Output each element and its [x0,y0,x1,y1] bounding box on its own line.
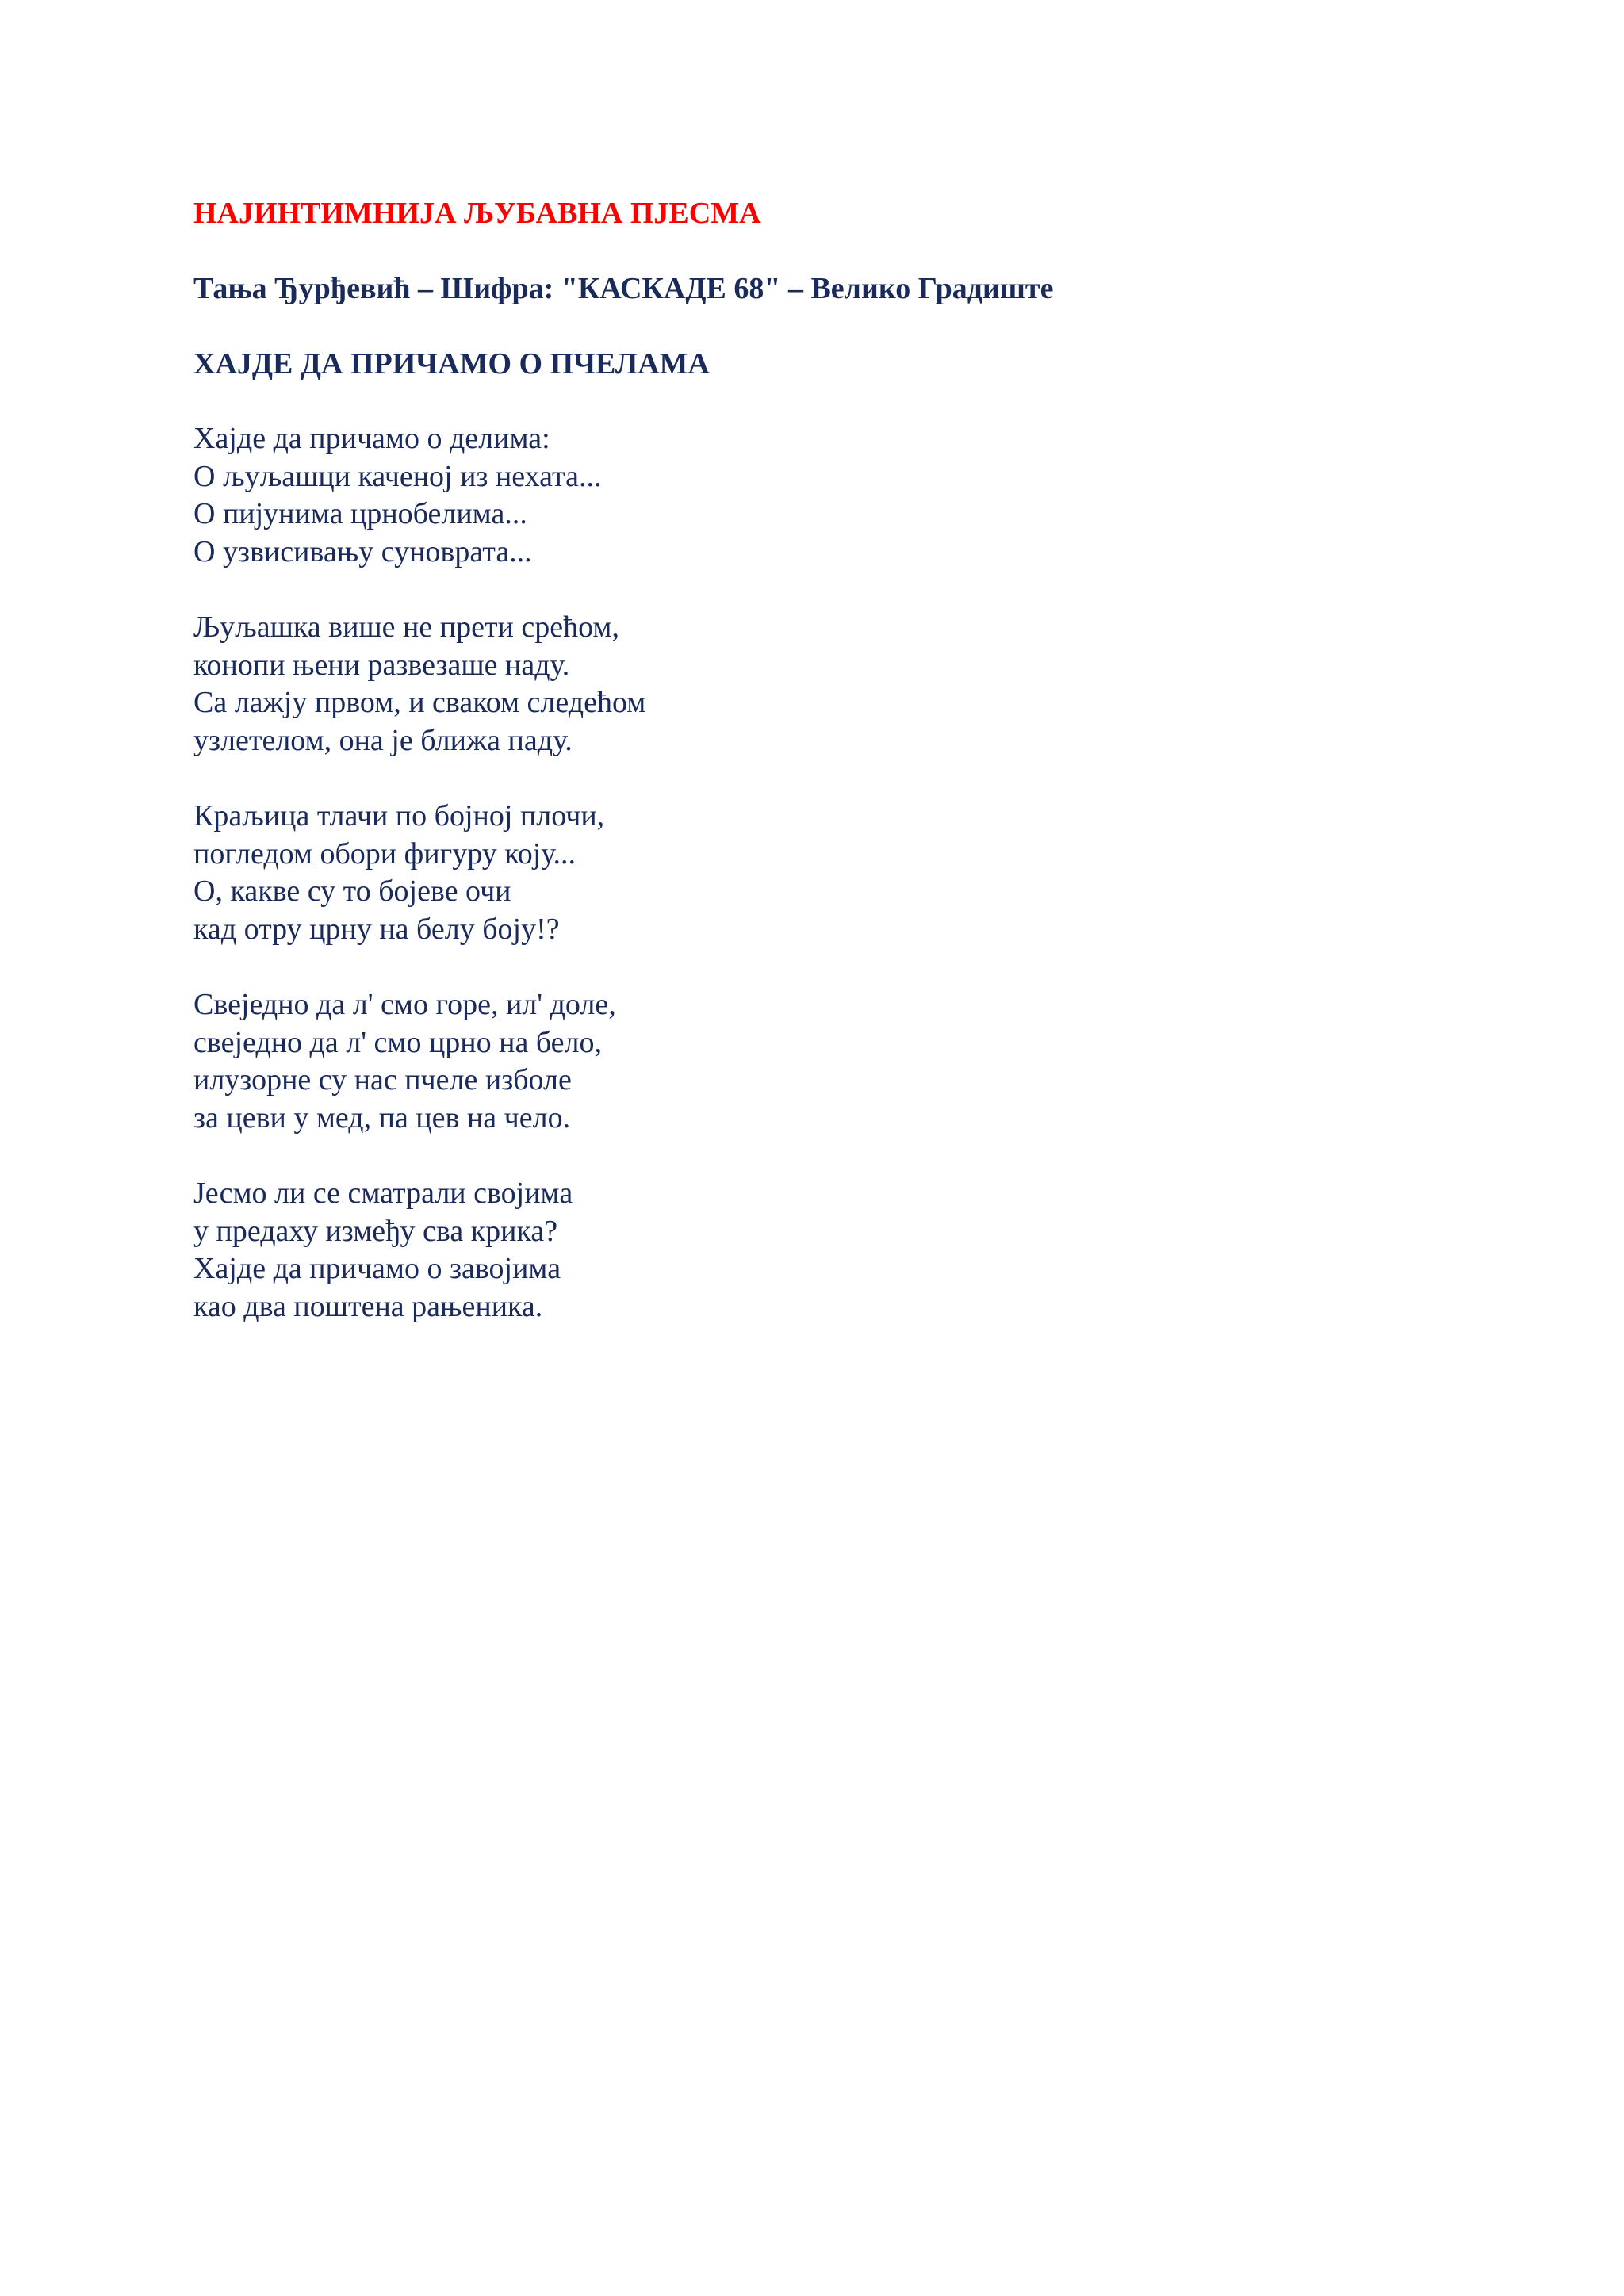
poem-line: илузорне су нас пчеле изболе [193,1063,572,1096]
poem-line: узлетелом, она је ближа паду. [193,723,573,757]
poem-line: кад отру црну на белу боју!? [193,912,560,946]
poem-line: Јесмо ли се сматрали својима [193,1177,573,1210]
author-line: Тања Ђурђевић – Шифра: "КАСКАДЕ 68" – Велико Градиште [193,272,1054,305]
poem-line: О, какве су то бојеве очи [193,874,511,908]
contest-title: НАЈИНТИМНИЈА ЉУБАВНА ПЈЕСМА [193,197,761,230]
stanza [193,1175,1542,1326]
poem-line: свеједно да л' смо црно на бело, [193,1025,603,1059]
poem-line: О узвисивању суноврата... [193,534,532,568]
poem-line: у предаху између сва крика? [193,1214,558,1248]
poem-line: погледом обори фигуру коју... [193,836,576,871]
poem-body [193,420,1542,1326]
poem-title: ХАЈДЕ ДА ПРИЧАМО О ПЧЕЛАМА [193,347,710,381]
poem-line: као два поштена рањеника. [193,1289,543,1323]
stanza [193,986,1542,1137]
poem-line: О пијунима црнобелима... [193,497,527,530]
poem-line: Са лажју првом, и сваком следећом [193,686,646,719]
stanza [193,420,1542,571]
poem-line: конопи њени развезаше наду. [193,648,570,682]
document-content [193,195,1542,1326]
stanza [193,798,1542,948]
poem-line: Свеједно да л' смо горе, ил' доле, [193,988,616,1021]
poem-line: Љуљашка више не прети срећом, [193,610,619,644]
poem-line: Хајде да причамо о делима: [193,422,550,455]
stanza [193,609,1542,760]
poem-line: Краљица тлачи по бојној плочи, [193,799,605,832]
poem-line: Хајде да причамо о завојима [193,1252,561,1285]
poem-line: за цеви у мед, па цев на чело. [193,1100,571,1135]
poem-line: О љуљашци каченој из нехата... [193,459,602,493]
